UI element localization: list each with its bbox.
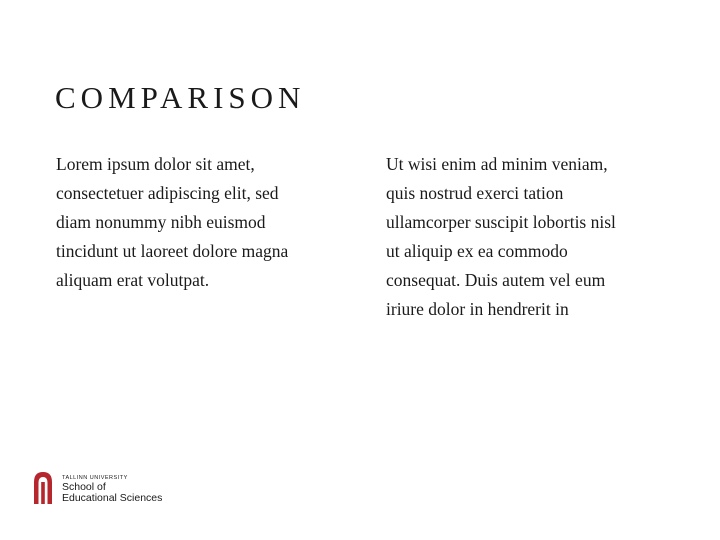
right-column-line: quis nostrud exerci tation bbox=[386, 183, 564, 203]
right-column-line: ut aliquip ex ea commodo bbox=[386, 241, 568, 261]
left-column-text bbox=[56, 150, 336, 295]
left-column-line: diam nonummy nibh euismod bbox=[56, 212, 266, 232]
right-column-line: Ut wisi enim ad minim veniam, bbox=[386, 154, 608, 174]
logo-school-line2: Educational Sciences bbox=[62, 492, 163, 504]
right-column-line: consequat. Duis autem vel eum bbox=[386, 270, 606, 290]
slide-title: COMPARISON bbox=[55, 80, 306, 115]
logo-university-name: TALLINN UNIVERSITY bbox=[62, 475, 128, 481]
left-column-line: Lorem ipsum dolor sit amet, bbox=[56, 154, 255, 174]
university-logo bbox=[32, 468, 192, 514]
right-column-line: iriure dolor in hendrerit in bbox=[386, 299, 569, 319]
right-column-line: ullamcorper suscipit lobortis nisl bbox=[386, 212, 616, 232]
logo-text bbox=[62, 474, 162, 504]
logo-school-line1: School of bbox=[62, 481, 106, 493]
arch-emblem-icon bbox=[32, 470, 54, 504]
left-column-line: tincidunt ut laoreet dolore magna bbox=[56, 241, 289, 261]
right-column-text bbox=[386, 150, 666, 324]
left-column-line: aliquam erat volutpat. bbox=[56, 270, 210, 290]
left-column-line: consectetuer adipiscing elit, sed bbox=[56, 183, 279, 203]
